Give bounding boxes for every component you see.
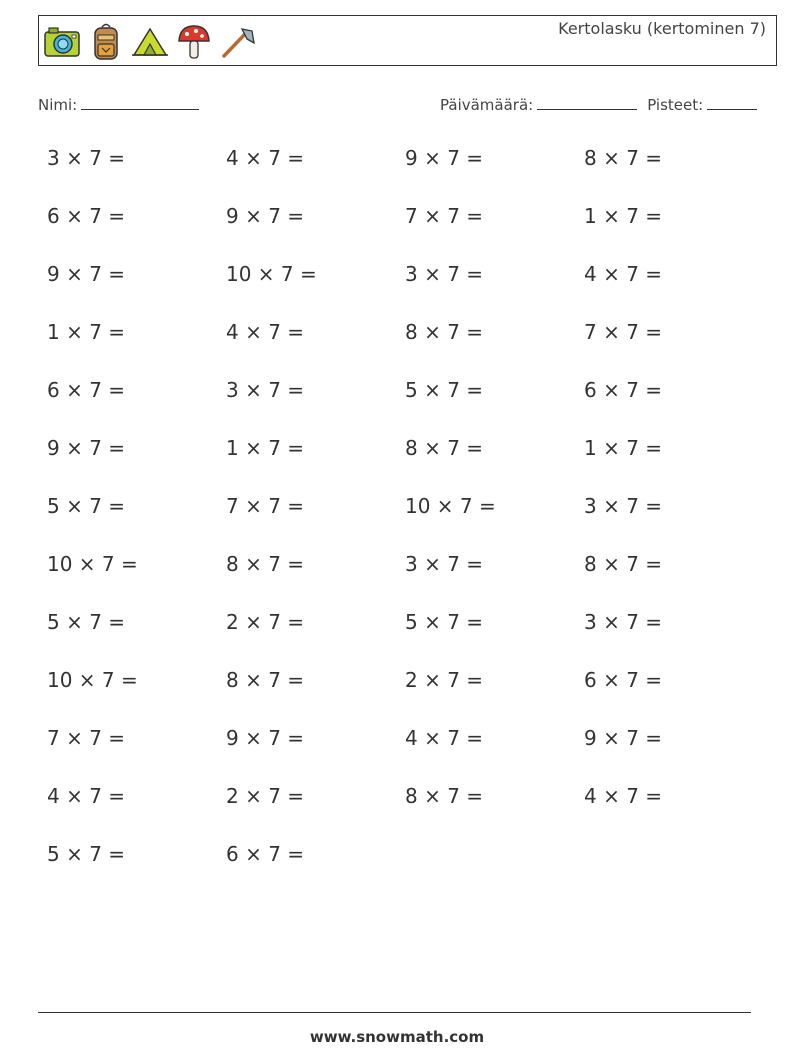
problem-11-3: 4 × 7 = — [405, 726, 484, 750]
problem-13-2: 6 × 7 = — [226, 842, 305, 866]
problem-4-4: 7 × 7 = — [584, 320, 663, 344]
problem-2-3: 7 × 7 = — [405, 204, 484, 228]
worksheet-title: Kertolasku (kertominen 7) — [558, 19, 766, 38]
problem-12-3: 8 × 7 = — [405, 784, 484, 808]
problem-6-2: 1 × 7 = — [226, 436, 305, 460]
problem-2-4: 1 × 7 = — [584, 204, 663, 228]
tent-icon — [130, 21, 170, 63]
name-label: Nimi: — [38, 96, 78, 114]
problem-10-3: 2 × 7 = — [405, 668, 484, 692]
problem-3-3: 3 × 7 = — [405, 262, 484, 286]
backpack-icon — [86, 21, 126, 63]
score-label: Pisteet: — [647, 96, 704, 114]
problem-7-4: 3 × 7 = — [584, 494, 663, 518]
score-blank[interactable] — [707, 93, 757, 110]
problem-5-2: 3 × 7 = — [226, 378, 305, 402]
problem-9-4: 3 × 7 = — [584, 610, 663, 634]
problem-4-3: 8 × 7 = — [405, 320, 484, 344]
problem-3-2: 10 × 7 = — [226, 262, 317, 286]
problem-7-2: 7 × 7 = — [226, 494, 305, 518]
problem-9-3: 5 × 7 = — [405, 610, 484, 634]
footer-divider — [38, 1012, 751, 1013]
problem-4-1: 1 × 7 = — [47, 320, 126, 344]
problem-12-2: 2 × 7 = — [226, 784, 305, 808]
problem-7-1: 5 × 7 = — [47, 494, 126, 518]
problem-5-1: 6 × 7 = — [47, 378, 126, 402]
icon-row — [42, 21, 258, 63]
problem-12-1: 4 × 7 = — [47, 784, 126, 808]
name-blank[interactable] — [81, 93, 199, 110]
problem-8-4: 8 × 7 = — [584, 552, 663, 576]
problem-1-3: 9 × 7 = — [405, 146, 484, 170]
problem-9-1: 5 × 7 = — [47, 610, 126, 634]
problem-11-1: 7 × 7 = — [47, 726, 126, 750]
date-label: Päivämäärä: — [440, 96, 534, 114]
problem-8-3: 3 × 7 = — [405, 552, 484, 576]
footer-website: www.snowmath.com — [309, 1028, 485, 1046]
problem-13-1: 5 × 7 = — [47, 842, 126, 866]
problem-10-2: 8 × 7 = — [226, 668, 305, 692]
problem-10-4: 6 × 7 = — [584, 668, 663, 692]
problem-1-1: 3 × 7 = — [47, 146, 126, 170]
axe-icon — [218, 21, 258, 63]
problem-10-1: 10 × 7 = — [47, 668, 138, 692]
problem-6-1: 9 × 7 = — [47, 436, 126, 460]
problem-1-2: 4 × 7 = — [226, 146, 305, 170]
header-box — [38, 15, 777, 66]
problem-9-2: 2 × 7 = — [226, 610, 305, 634]
camera-icon — [42, 21, 82, 63]
problem-8-1: 10 × 7 = — [47, 552, 138, 576]
problem-2-1: 6 × 7 = — [47, 204, 126, 228]
name-field — [38, 93, 199, 114]
problem-6-3: 8 × 7 = — [405, 436, 484, 460]
problem-4-2: 4 × 7 = — [226, 320, 305, 344]
problem-5-3: 5 × 7 = — [405, 378, 484, 402]
problem-1-4: 8 × 7 = — [584, 146, 663, 170]
date-blank[interactable] — [537, 93, 637, 110]
problem-7-3: 10 × 7 = — [405, 494, 496, 518]
problem-11-4: 9 × 7 = — [584, 726, 663, 750]
problem-6-4: 1 × 7 = — [584, 436, 663, 460]
problem-8-2: 8 × 7 = — [226, 552, 305, 576]
problem-3-4: 4 × 7 = — [584, 262, 663, 286]
date-score-fields — [440, 93, 757, 114]
problem-11-2: 9 × 7 = — [226, 726, 305, 750]
problem-2-2: 9 × 7 = — [226, 204, 305, 228]
problem-5-4: 6 × 7 = — [584, 378, 663, 402]
mushroom-icon — [174, 21, 214, 63]
problem-3-1: 9 × 7 = — [47, 262, 126, 286]
problem-12-4: 4 × 7 = — [584, 784, 663, 808]
